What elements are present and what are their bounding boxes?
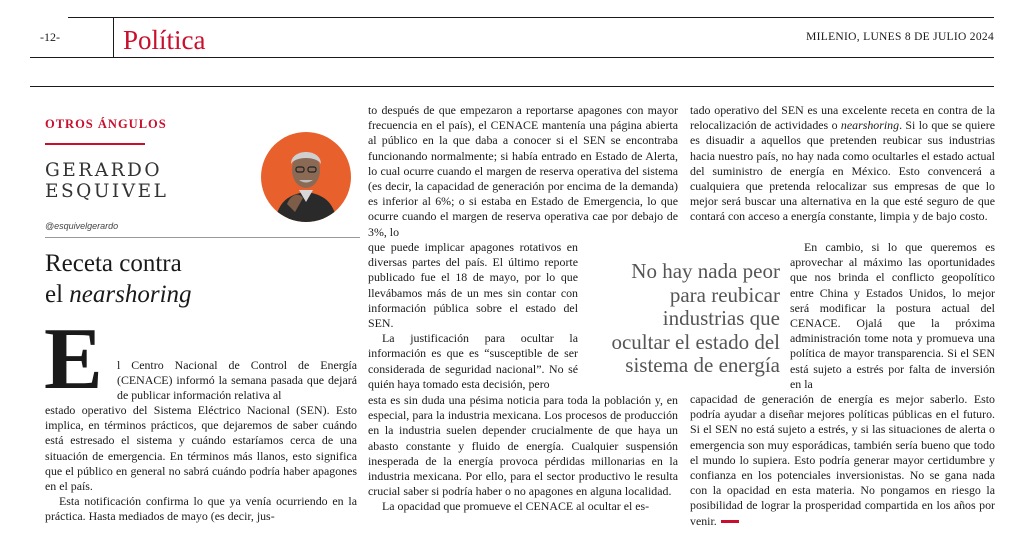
column-3-top (690, 103, 995, 225)
column-3-text: capacidad de generación de energía es mejor saberlo. Esto podría ayudar a diseñar mejores políticas públicas en el futuro. Si el SEN no está sujeto a estrés, y si las situaciones de alerta o emergencia son muy esporádicas, también sería bueno que todo el mundo lo supiera. Esto podría generar mayor certidumbre y confianza en los potenciales inversionistas. No se gana nada con la opacidad en esta materia. No pongamos en riesgo la posibilidad de lograr la prosperidad compartida en los años por venir. (690, 392, 995, 528)
pull-quote: No hay nada peor para reubicar industrias que ocultar el estado del sistema de energía (611, 259, 780, 377)
top-rule (68, 17, 994, 18)
author-portrait-icon (261, 132, 351, 222)
headline (45, 248, 192, 310)
headline-line-1: Receta contra (45, 250, 182, 277)
headline-prefix: el (45, 281, 70, 308)
column-1-paragraph: Esta notificación confirma lo que ya venía ocurriendo en la práctica. Hasta mediados de mayo (es decir, jus- (45, 494, 357, 524)
section-divider (113, 17, 114, 57)
column-2-paragraph: La opacidad que promueve el CENACE al ocultar el es- (382, 499, 650, 514)
header-rule (30, 57, 994, 58)
headline-rule (45, 237, 360, 238)
column-2-paragraph: que puede implicar apagones rotativos en diversas partes del país. El último reporte publicado fue el 18 de mayo, por lo que llevábamos más de un mes sin contar con información pública sobre el estado del SEN. (368, 240, 578, 331)
column-1-top (117, 358, 357, 404)
kicker-underline (45, 143, 145, 145)
author-photo (261, 132, 351, 222)
column-kicker: OTROS ÁNGULOS (45, 117, 167, 131)
column-2-top (368, 103, 678, 240)
author-first-name: GERARDO (45, 160, 163, 181)
author-handle: @esquivelgerardo (45, 221, 119, 231)
column-2-wrap (368, 240, 578, 392)
author-last-name: ESQUIVEL (45, 181, 169, 202)
column-3-paragraph (690, 392, 995, 529)
end-mark (721, 520, 739, 523)
column-3-bottom (690, 392, 995, 529)
section-title: Política (123, 25, 206, 55)
column-3-text: . Si lo que se quiere es disuadir a aquellos que pretenden reubicar sus industrias hacia nuestro país, no hay nada como ocultarles el estado actual del suministro de energía en México. Esto convencerá a cualquiera que pretenda relocalizar sus empresas de que lo mejor será buscar una alternativa en la que esté seguro de que contará con acceso a energía constante, limpia y de bajo costo. (690, 118, 995, 224)
column-1-opening: l Centro Nacional de Control de Energía (CENACE) informó la semana pasada que dejará de publicar información relativa al (117, 358, 357, 403)
drop-cap: E (44, 311, 103, 408)
headline-italic: nearshoring (69, 281, 192, 308)
column-3-italic: nearshoring (840, 118, 900, 133)
column-2-paragraph: La justificación para ocultar la información es que es “susceptible de ser considerada de seguridad nacional”. No sé quién haya tomado esta decisión, pero (368, 331, 578, 391)
column-1 (45, 403, 357, 525)
column-1-paragraph: estado operativo del Sistema Eléctrico Nacional (SEN). Esto implica, en términos prácticos, que dejaremos de saber cuándo está estresado el sistema y cuándo estaríamos cerca de una situación de emergencia. En términos más llanos, esto significa que el público en general no sabrá cuándo podría haber apagones en el país. (45, 403, 357, 494)
column-2-bottom (368, 393, 678, 515)
column-2-paragraph: to después de que empezaron a reportarse apagones con mayor frecuencia en el país), el CENACE mantenía una página abierta al público en la que daba a conocer si el SEN se encontraba funcionando normalmente; si había entrado en Estado de Alerta, lo cual ocurre cuando el margen de reserva operativa del sistema (es decir, la capacidad de generación por encima de la demanda) es inferior al 6%; o si estaba en Estado de Emergencia, lo que ocurre cuando el margen de reserva operativa cae por debajo de 3%, lo (368, 103, 678, 239)
column-3-paragraph (690, 103, 995, 225)
column-3-text: tado operativo del SEN es una excelente receta en contra de la relocalización de actividades o (690, 103, 995, 133)
page-number: -12- (40, 30, 60, 44)
column-2-paragraph: esta es sin duda una pésima noticia para toda la población y, en especial, para la industria mexicana. Los procesos de producción en la industria suelen depender crucialmente de que haya un abasto constante y fluido de energía. Cualquier suspensión inesperada de la energía provoca pérdidas millonarias en la industria mexicana. Por ello, para el sector productivo le resulta crucial saber si podría haber o no apagones en alguna localidad. (368, 393, 678, 499)
dateline: MILENIO, LUNES 8 DE JULIO 2024 (806, 31, 994, 43)
column-3-paragraph: En cambio, si lo que queremos es aprovechar al máximo las oportunidades que nos brinda el conflicto geopolítico entre China y Estados Unidos, lo mejor será modificar la postura actual del CENACE. Ojalá que la próxima administración tome nota y promueva una política de mayor transparencia. Si el SEN está sujeto a estrés por falta de inversión en la (790, 240, 995, 391)
content-rule (30, 86, 994, 87)
column-3-wrap (790, 240, 995, 392)
